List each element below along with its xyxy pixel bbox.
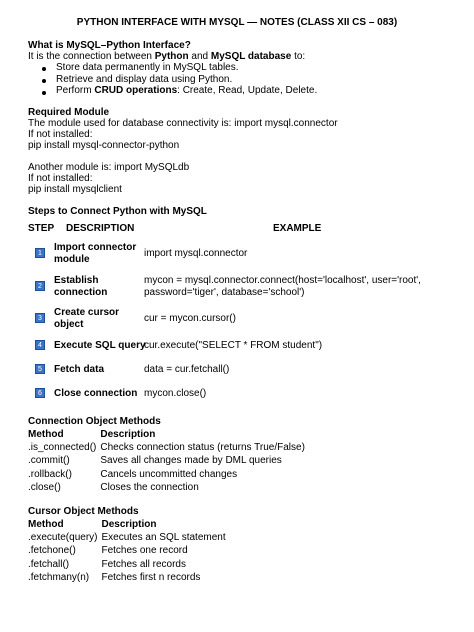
steps-col-desc: DESCRIPTION: [66, 223, 135, 234]
method-name: .close(): [28, 482, 61, 493]
col-description-header: Description: [100, 428, 156, 440]
step-example: cur = mycon.cursor(): [144, 313, 236, 324]
method-desc: Executes an SQL statement: [101, 531, 226, 543]
method-desc: Saves all changes made by DML queries: [100, 455, 282, 466]
required-line: If not installed:: [28, 173, 93, 184]
table-row: [28, 559, 230, 573]
step-example: cur.execute("SELECT * FROM student"): [144, 340, 323, 351]
method-name: .is_connected(): [28, 441, 97, 453]
what-intro: It is the connection between Python and MySQL database to:: [28, 51, 306, 62]
method-desc: Closes the connection: [100, 482, 199, 493]
method-desc: Fetches one record: [101, 545, 188, 556]
step-example: mycon = mysql.connector.connect(host='localhost', user='root',: [144, 275, 421, 286]
step-number-badge: 2: [35, 281, 45, 291]
table-row: [28, 532, 230, 546]
steps-col-example: EXAMPLE: [273, 223, 322, 234]
table-row: [28, 442, 309, 456]
page-title: PYTHON INTERFACE WITH MYSQL — NOTES (CLASS XII CS – 083): [76, 17, 398, 28]
bullet-dot: [42, 91, 46, 95]
method-name: .fetchall(): [28, 558, 70, 570]
step-example: import mysql.connector: [144, 248, 248, 259]
method-name: .fetchone(): [28, 545, 76, 556]
what-heading: What is MySQL–Python Interface?: [28, 40, 191, 51]
steps-col-step: STEP: [28, 223, 55, 234]
table-row: [28, 545, 230, 559]
method-desc: Fetches first n records: [101, 572, 201, 583]
table-header-row: [28, 428, 309, 442]
step-desc: Fetch data: [54, 364, 105, 375]
table-row: [28, 572, 230, 586]
method-desc: Fetches all records: [101, 558, 186, 570]
method-name: .execute(query): [28, 531, 98, 543]
method-name: .fetchmany(n): [28, 572, 90, 583]
cursor-methods-heading: Cursor Object Methods: [28, 506, 139, 517]
col-method-header: Method: [28, 518, 64, 530]
step-desc: Execute SQL query: [54, 340, 146, 351]
col-method-header: Method: [28, 428, 64, 440]
step-desc: object: [54, 319, 84, 330]
table-header-row: [28, 518, 230, 532]
method-desc: Cancels uncommitted changes: [100, 468, 238, 480]
step-number-badge: 5: [35, 364, 45, 374]
step-desc: Create cursor: [54, 307, 120, 318]
method-name: .rollback(): [28, 468, 72, 480]
col-description-header: Description: [101, 518, 157, 530]
step-example: mycon.close(): [144, 388, 207, 399]
bullet-dot: [42, 67, 46, 71]
step-number-badge: 6: [35, 388, 45, 398]
step-number-badge: 4: [35, 340, 45, 350]
step-example: data = cur.fetchall(): [144, 364, 230, 375]
what-bullet-1: Store data permanently in MySQL tables.: [56, 62, 239, 73]
step-number-badge: 1: [35, 248, 45, 258]
bullet-dot: [42, 79, 46, 83]
step-desc: Establish: [54, 275, 99, 286]
steps-heading: Steps to Connect Python with MySQL: [28, 206, 207, 217]
required-line: If not installed:: [28, 129, 93, 140]
step-desc: module: [54, 254, 90, 265]
what-bullet-3: Perform CRUD operations: Create, Read, Update, Delete.: [56, 85, 318, 96]
table-row: [28, 469, 309, 483]
connection-methods-table: [28, 428, 309, 496]
method-desc: Checks connection status (returns True/False): [100, 441, 305, 453]
table-row: [28, 455, 309, 469]
step-example: password='tiger', database='school'): [144, 287, 305, 298]
table-row: [28, 482, 309, 496]
required-line: The module used for database connectivity is: import mysql.connector: [28, 118, 338, 129]
cursor-methods-table: [28, 518, 230, 586]
method-name: .commit(): [28, 455, 70, 466]
connection-methods-heading: Connection Object Methods: [28, 416, 161, 427]
step-number-badge: 3: [35, 313, 45, 323]
required-line: Another module is: import MySQLdb: [28, 162, 190, 173]
required-heading: Required Module: [28, 107, 110, 118]
required-line: pip install mysql-connector-python: [28, 140, 180, 151]
step-desc: Import connector: [54, 242, 137, 253]
what-bullet-2: Retrieve and display data using Python.: [56, 74, 233, 85]
step-desc: connection: [54, 287, 108, 298]
step-desc: Close connection: [54, 388, 138, 399]
required-line: pip install mysqlclient: [28, 184, 122, 195]
